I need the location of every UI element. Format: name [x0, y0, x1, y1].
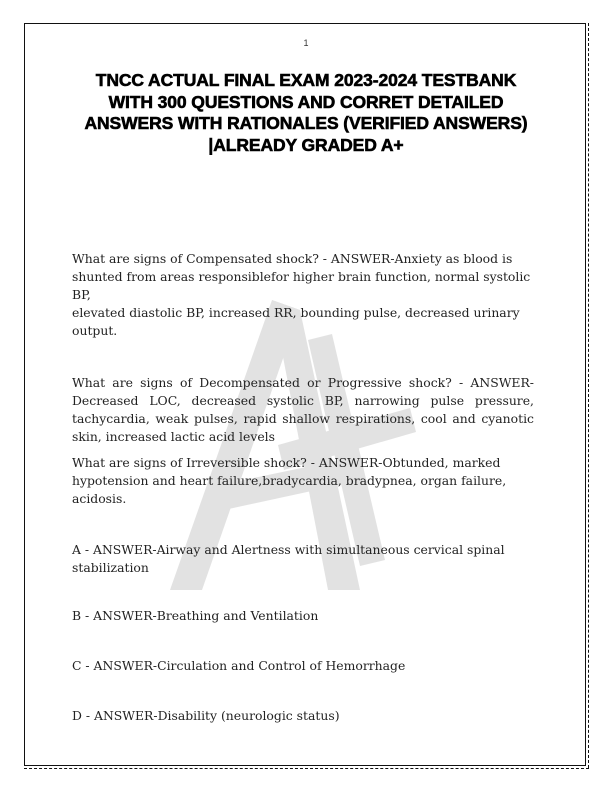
- document-title: [52, 70, 560, 156]
- text-line: elevated diastolic BP, increased RR, bounding pulse, decreased urinary: [72, 305, 520, 320]
- text-line: stabilization: [72, 560, 149, 575]
- question-irreversible-shock: [72, 454, 534, 508]
- text-line: A - ANSWER-Airway and Alertness with simultaneous cervical spinal: [72, 542, 505, 557]
- answer-c-circulation: C - ANSWER-Circulation and Control of Hemorrhage: [72, 658, 406, 673]
- text-line: hypotension and heart failure,bradycardia, bradypnea, organ failure,: [72, 473, 507, 488]
- title-line: WITH 300 QUESTIONS AND CORRET DETAILED: [108, 91, 504, 112]
- text-line: acidosis.: [72, 491, 127, 506]
- answer-b-breathing: B - ANSWER-Breathing and Ventilation: [72, 608, 319, 623]
- text-line: output.: [72, 323, 118, 338]
- title-line: TNCC ACTUAL FINAL EXAM 2023-2024 TESTBANK: [95, 70, 517, 90]
- question-decompensated-shock: What are signs of Decompensated or Progressive shock? - ANSWER-Decreased LOC, decreased systolic BP, narrowing pulse pressure, tachycardia, weak pulses, rapid shallow respirations, cool and cyanotic skin, increased lactic acid levels: [72, 375, 534, 444]
- answer-d-disability: D - ANSWER-Disability (neurologic status): [72, 708, 340, 723]
- page-number: 1: [303, 38, 309, 48]
- text-line: What are signs of Irreversible shock? - ANSWER-Obtunded, marked: [72, 455, 501, 470]
- page-border-right-shadow: [585, 23, 589, 768]
- title-line: ANSWERS WITH RATIONALES (VERIFIED ANSWERS): [84, 113, 528, 133]
- question-compensated-shock: [72, 250, 534, 340]
- document-body: [72, 250, 534, 725]
- text-line: shunted from areas responsiblefor higher brain function, normal systolic BP,: [72, 269, 531, 302]
- text-line: What are signs of Compensated shock? - ANSWER-Anxiety as blood is: [72, 251, 513, 266]
- page-border-bottom-shadow: [24, 765, 589, 769]
- answer-a-airway: [72, 541, 534, 577]
- title-line: |ALREADY GRADED A+: [208, 134, 404, 155]
